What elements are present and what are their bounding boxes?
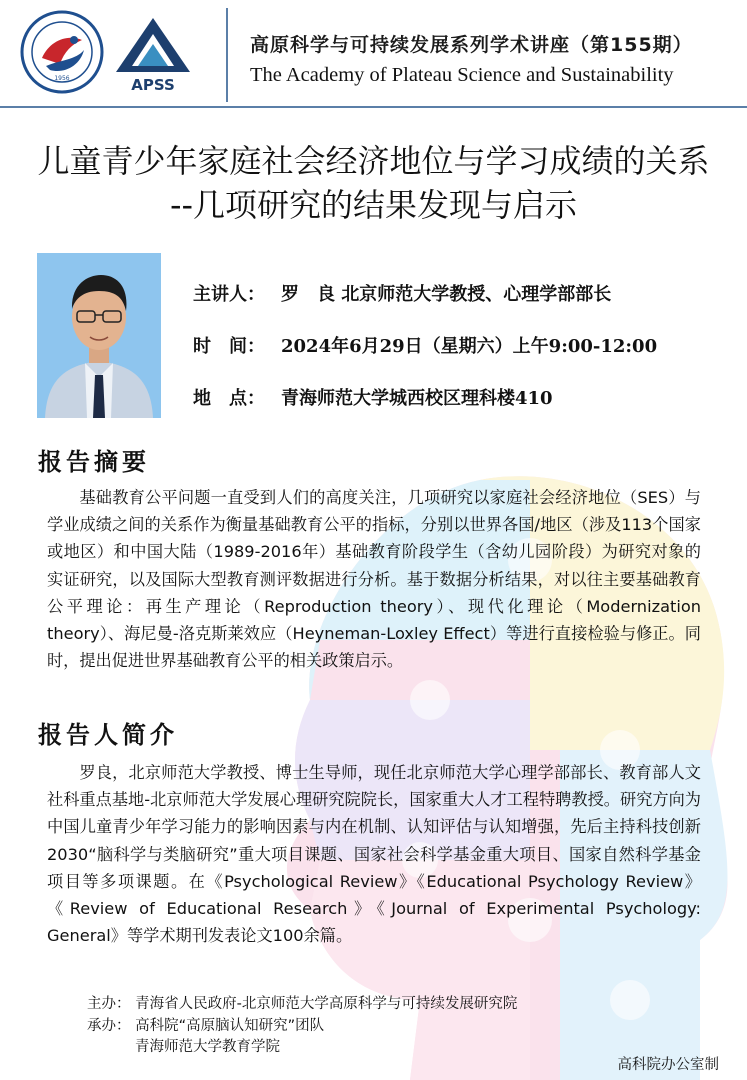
speaker-value: 罗 良 北京师范大学教授、心理学部部长 [281,284,612,305]
bio-text: 罗良，北京师范大学教授、博士生导师，现任北京师范大学心理学部部长、教育部人文社科重点基地-北京师范大学发展心理研究院院长，国家重大人才工程特聘教授。研究方向为中国儿童青少年学习能力的影响因素与内在机制、认知评估与认知增强，先后主持科技创新2030“脑科学与类脑研究”重大项目课题、国家社会科学基金重大项目、国家自然科学基金项目等多项课题。在《Psychological Review》《Educational Psychology Review》《Review of Educational Research》《Journal of Experimental Psychology: General》等学术期刊发表论文100余篇。 [47,763,701,946]
time-label: 时 间： [193,336,265,357]
academy-name: The Academy of Plateau Science and Sustainability [250,64,674,86]
speaker-info [193,280,611,306]
time-value: 2024年6月29日（星期六）上午9:00-12:00 [281,336,658,357]
office-credit: 高科院办公室制 [617,1057,719,1073]
organizer-line-1: 承办： 高科院“高原脑认知研究”团队 [87,1018,325,1034]
place-label: 地 点： [193,388,265,409]
abstract-heading: 报告摘要 [38,447,150,476]
bio-heading: 报告人简介 [38,720,178,749]
host-line: 主办： 青海省人民政府-北京师范大学高原科学与可持续发展研究院 [87,996,518,1012]
time-info [193,332,657,358]
svg-text:1956: 1956 [54,75,70,82]
qinghai-normal-university-logo [20,10,104,94]
header-banner [0,0,747,108]
lecture-title-line-2: --几项研究的结果发现与启示 [169,186,578,224]
abstract-body [47,484,701,674]
organizer-line-2: 青海师范大学教育学院 [135,1039,280,1055]
svg-text:APSS: APSS [131,76,175,94]
bio-body [47,759,701,949]
abstract-text: 基础教育公平问题一直受到人们的高度关注，几项研究以家庭社会经济地位（SES）与学业成绩之间的关系作为衡量基础教育公平的指标，分别以世界各国/地区（涉及113个国家或地区）和中国大陆（1989-2016年）基础教育阶段学生（含幼儿园阶段）为研究对象的实证研究，以及国际大型教育测评数据进行分析。基于数据分析结果，对以往主要基础教育公平理论：再生产理论（Reproduction theory）、现代化理论（Modernization theory）、海尼曼-洛克斯莱效应（Heyneman-Loxley Effect）等进行直接检验与修正。同时，提出促进世界基础教育公平的相关政策启示。 [47,488,701,671]
lecture-series-title: 高原科学与可持续发展系列学术讲座（第155期） [250,34,693,56]
apss-logo [110,14,196,94]
lecture-title-line-1: 儿童青少年家庭社会经济地位与学习成绩的关系 [37,142,710,180]
place-info [193,384,553,410]
header-divider [226,8,228,102]
place-value: 青海师范大学城西校区理科楼410 [281,388,553,409]
speaker-photo [37,253,161,418]
header-rule [0,106,747,108]
speaker-label: 主讲人： [193,284,265,305]
